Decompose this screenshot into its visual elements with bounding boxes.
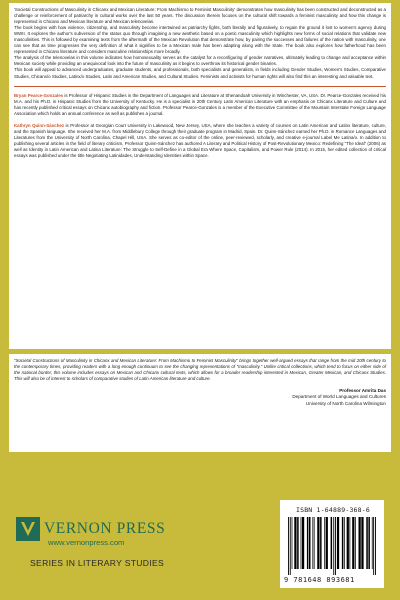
reviewer-name: Professor Amrita Das xyxy=(339,388,386,394)
description-paragraph: 'Societal Constructions of Masculinity in Chicanx and Mexican Literature: From Machismo to Feminist Masculinity' demonstrates how masculinity has been constructed and deconstructed as a challenge or reinforcement of patriarchy in cultural works over the last 50 years. The discussion therein focuses on the cultural shift towards a feminist masculinity and how this change is represented in Chicanx and Mexican literature and Mexican telenovelas. xyxy=(14,7,386,25)
text-panel-review xyxy=(9,354,391,452)
barcode-icon xyxy=(286,517,378,575)
author-bio-text: is Professor of Hispanic Studies in the Department of Languages and Literature at Shenandoah University in Winchester, VA, USA. Dr. Pearce-Gonzales received his M.A. and his Ph.D. in Hispanic Studies from the University of Kentucky. He is a specialist in 20th Century Latin American Literature with an emphasis on Chicanx Literature and Culture and has recently published critical essays on Chicanx autobiography and fiction. Professor Pearce-Gonzales is a member of the Executive Committee of the Mountain Interstate Foreign Language Association which holds an annual conference as well as publishes a journal. xyxy=(14,92,386,116)
reviewer-university: University of North Carolina Wilmington xyxy=(305,400,386,406)
author-name: Bryan Pearce-Gonzales xyxy=(14,92,64,98)
vernon-press-logo-icon xyxy=(16,517,40,541)
ean-number: 9 781648 893681 xyxy=(284,576,355,584)
series-name: SERIES IN LITERARY STUDIES xyxy=(30,558,165,568)
description-paragraph: The analysis of the telenovelas in this volume indicates how homosexuality serves as the catalyst for a reconfiguring of gender narratives, ultimately leading to change and acceptance within Mexican society while providing an unequivocal look into the future of masculinity as it begins to overthrow its historical gender binaries. xyxy=(14,55,386,67)
book-description xyxy=(14,7,386,80)
reviewer-department: Department of World Languages and Cultures xyxy=(292,394,386,400)
publisher-block xyxy=(16,517,196,568)
description-paragraph: This book will appeal to advanced undergraduates, graduate students, and professionals, both specialists and generalists, in fields including Gender Studies, Women's Studies, Comparative Studies, Chicanx/o Studies, Latinx/o Studies, Latin and American Studies, and Cultural Studies. Feminists and activists for human rights will also find this an interesting and valuable text. xyxy=(14,67,386,79)
review-quote: "Societal Constructions of Masculinity in Chicanx and Mexican Literature: From Machismo to Feminist Masculinity" brings together well-argued essays that range from the mid 20th century to the contemporary times, providing readers with a long enough continuum to see the changing representations of "masculinity." Unlike critical collections, which tend to focus on either side of the national border, this volume includes essays on Mexican and Chicanx cultural texts, which allows for a broader readership interested in Mexican, Greater Mexican, and Chicanx Studies. This will also be of interest to scholars of comparative studies of Latin American literature and culture. xyxy=(14,358,386,382)
reviewer-credit xyxy=(14,388,386,407)
author-bios xyxy=(14,93,386,159)
isbn-text: ISBN 1-64889-368-6 xyxy=(295,506,371,514)
author-bio xyxy=(14,123,386,159)
barcode-box xyxy=(280,500,384,588)
publisher-url[interactable]: www.vernonpress.com xyxy=(48,538,125,547)
author-bio xyxy=(14,93,386,117)
author-bio-text: is Professor at Georgian Court University in Lakewood, New Jersey, USA, where she teaches a variety of courses on Latin American and Latinx literature, culture, and the Spanish language. She received her M.A. from Middlebury College through their graduate program in Madrid, Spain. Dr. Quinn-Sánchez earned her Ph.D. in Romance Languages and Literatures from the University of North Carolina, Chapel Hill, USA. She serves as co-editor of the online, peer-reviewed, scholarly, and creative e-journal Label Me Latina/o. In addition to publishing several articles in the field of literary criticism, Professor Quinn-Sánchez has authored A Literary and Political History of Post-Revolutionary Mexico: Redefining "The Ideal" (2006) as well as Identity in Latin American and Latina Literature: The Struggle to Self-Define in a Global Era Where Space, Capitalism, and Power Rule (2014). In 2015, her edited collection of critical essays was published under the title Negotiating Latinidades, Understanding Identities within Space. xyxy=(14,122,386,158)
author-name: Kathryn Quinn-Sánchez xyxy=(14,122,65,128)
text-panel-main xyxy=(9,3,391,349)
divider-rule xyxy=(14,86,386,87)
publisher-name: VERNON PRESS xyxy=(44,520,166,537)
description-paragraph: The book begins with how violence, citizenship, and masculinity become intertwined as patriarchy fights, both literally and figuratively, to regain the ground it lost to women's agency during WWII. It explores the author's subversion of the status quo through imagining a new aesthetic based on a poetic masculinity which highlights new forms of social relations that validate new masculinities. This is followed by examining texts from the aftermath of the Mexican Revolution that demonstrate how, by pairing the successes and failures of the nation with masculinity, one can see that as time progresses the very definition of what it signifies to be a Mexican male has been adapting along with the State. The book also explores how fatherhood has been represented in Chicanx literature and considers masculine relationships more broadly. xyxy=(14,25,386,55)
